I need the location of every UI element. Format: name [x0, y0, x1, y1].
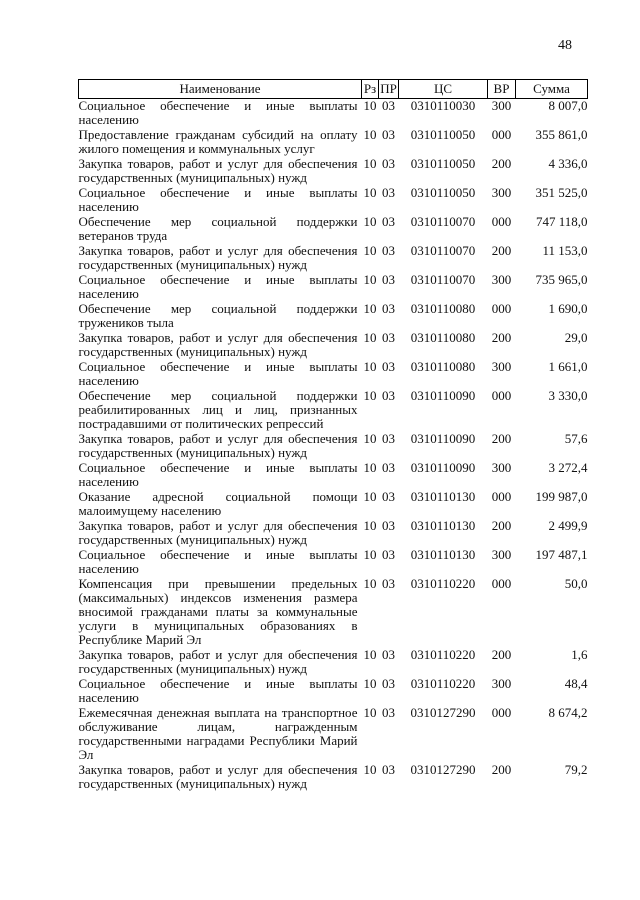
table-row	[79, 186, 588, 215]
cell-rz: 10	[363, 272, 377, 287]
header-sum: Сумма	[516, 80, 588, 99]
table-row	[79, 677, 588, 706]
cell-pr: 03	[382, 576, 395, 591]
cell-sum: 3 272,4	[548, 460, 588, 475]
cell-cs: 0310110070	[410, 243, 476, 258]
table-row	[79, 461, 588, 490]
cell-pr: 03	[382, 489, 395, 504]
header-rz: Рз	[362, 80, 379, 99]
cell-sum: 8 674,2	[548, 705, 588, 720]
cell-name: Социальное обеспечение и иные выплаты населению	[78, 547, 358, 576]
cell-sum: 1,6	[571, 647, 588, 662]
cell-rz: 10	[363, 576, 377, 591]
cell-name: Закупка товаров, работ и услуг для обеспечения государственных (муниципальных) нужд	[78, 431, 358, 460]
cell-name: Социальное обеспечение и иные выплаты населению	[78, 359, 358, 388]
cell-sum: 1 661,0	[548, 359, 588, 374]
cell-pr: 03	[382, 359, 395, 374]
cell-name: Закупка товаров, работ и услуг для обеспечения государственных (муниципальных) нужд	[78, 518, 358, 547]
header-name: Наименование	[79, 80, 362, 99]
budget-table	[78, 79, 588, 792]
table-row	[79, 128, 588, 157]
cell-pr: 03	[382, 272, 395, 287]
cell-rz: 10	[363, 547, 377, 562]
cell-vr: 000	[491, 576, 512, 591]
cell-vr: 300	[491, 359, 512, 374]
cell-sum: 48,4	[564, 676, 588, 691]
cell-vr: 000	[491, 489, 512, 504]
cell-pr: 03	[382, 705, 395, 720]
table-row	[79, 215, 588, 244]
cell-pr: 03	[382, 127, 395, 142]
table-row	[79, 763, 588, 792]
cell-pr: 03	[382, 243, 395, 258]
cell-pr: 03	[382, 98, 395, 113]
cell-vr: 200	[491, 243, 512, 258]
cell-name: Закупка товаров, работ и услуг для обеспечения государственных (муниципальных) нужд	[78, 156, 358, 185]
cell-pr: 03	[382, 185, 395, 200]
cell-cs: 0310110080	[410, 301, 476, 316]
cell-sum: 50,0	[564, 576, 588, 591]
cell-pr: 03	[382, 647, 395, 662]
cell-rz: 10	[363, 98, 377, 113]
table-row	[79, 548, 588, 577]
table-row	[79, 360, 588, 389]
cell-cs: 0310110080	[410, 330, 476, 345]
cell-pr: 03	[382, 214, 395, 229]
cell-vr: 200	[491, 762, 512, 777]
header-cs: ЦС	[399, 80, 488, 99]
cell-cs: 0310110070	[410, 272, 476, 287]
cell-name: Ежемесячная денежная выплата на транспортное обслуживание лицам, награжденным государственными наградами Республики Марий Эл	[78, 705, 358, 762]
cell-vr: 200	[491, 431, 512, 446]
cell-vr: 300	[491, 676, 512, 691]
cell-rz: 10	[363, 301, 377, 316]
cell-rz: 10	[363, 676, 377, 691]
cell-pr: 03	[382, 330, 395, 345]
cell-pr: 03	[382, 762, 395, 777]
cell-pr: 03	[382, 301, 395, 316]
cell-sum: 747 118,0	[535, 214, 588, 229]
cell-name: Обеспечение мер социальной поддержки реабилитированных лиц и лиц, признанных пострадавшими от политических репрессий	[78, 388, 358, 431]
cell-rz: 10	[363, 431, 377, 446]
cell-pr: 03	[382, 156, 395, 171]
cell-sum: 4 336,0	[548, 156, 588, 171]
table-row	[79, 648, 588, 677]
cell-sum: 199 987,0	[535, 489, 588, 504]
cell-name: Компенсация при превышении предельных (максимальных) индексов изменения размера вносимой гражданами платы за коммунальные услуги в муниципальных образованиях в Республике Марий Эл	[78, 576, 358, 647]
cell-vr: 000	[491, 214, 512, 229]
cell-cs: 0310110090	[410, 460, 476, 475]
cell-name: Предоставление гражданам субсидий на оплату жилого помещения и коммунальных услуг	[78, 127, 358, 156]
cell-pr: 03	[382, 547, 395, 562]
table-row	[79, 490, 588, 519]
cell-rz: 10	[363, 705, 377, 720]
cell-vr: 300	[491, 272, 512, 287]
cell-rz: 10	[363, 243, 377, 258]
table-row	[79, 519, 588, 548]
cell-name: Закупка товаров, работ и услуг для обеспечения государственных (муниципальных) нужд	[78, 762, 358, 791]
cell-cs: 0310110090	[410, 388, 476, 403]
cell-rz: 10	[363, 460, 377, 475]
table-row	[79, 302, 588, 331]
cell-vr: 000	[491, 127, 512, 142]
cell-vr: 300	[491, 185, 512, 200]
cell-name: Обеспечение мер социальной поддержки ветеранов труда	[78, 214, 358, 243]
table-row	[79, 389, 588, 432]
cell-sum: 3 330,0	[548, 388, 588, 403]
cell-vr: 300	[491, 547, 512, 562]
cell-cs: 0310110080	[410, 359, 476, 374]
cell-sum: 735 965,0	[535, 272, 588, 287]
cell-name: Социальное обеспечение и иные выплаты населению	[78, 676, 358, 705]
cell-name: Закупка товаров, работ и услуг для обеспечения государственных (муниципальных) нужд	[78, 330, 358, 359]
cell-sum: 8 007,0	[548, 98, 588, 113]
cell-sum: 351 525,0	[535, 185, 588, 200]
cell-name: Закупка товаров, работ и услуг для обеспечения государственных (муниципальных) нужд	[78, 647, 358, 676]
table-row	[79, 331, 588, 360]
cell-rz: 10	[363, 388, 377, 403]
cell-sum: 11 153,0	[542, 243, 588, 258]
header-pr: ПР	[379, 80, 399, 99]
page-number: 48	[558, 38, 572, 53]
cell-sum: 197 487,1	[535, 547, 588, 562]
cell-name: Социальное обеспечение и иные выплаты населению	[78, 185, 358, 214]
cell-name: Оказание адресной социальной помощи малоимущему населению	[78, 489, 358, 518]
cell-sum: 29,0	[564, 330, 588, 345]
cell-name: Социальное обеспечение и иные выплаты населению	[78, 460, 358, 489]
cell-sum: 2 499,9	[548, 518, 588, 533]
cell-cs: 0310110070	[410, 214, 476, 229]
cell-sum: 79,2	[564, 762, 588, 777]
cell-cs: 0310110130	[410, 489, 476, 504]
cell-rz: 10	[363, 359, 377, 374]
cell-cs: 0310127290	[410, 762, 476, 777]
cell-vr: 300	[491, 98, 512, 113]
table-row	[79, 432, 588, 461]
cell-sum: 1 690,0	[548, 301, 588, 316]
cell-name: Обеспечение мер социальной поддержки тружеников тыла	[78, 301, 358, 330]
cell-cs: 0310110220	[410, 576, 476, 591]
cell-vr: 000	[491, 388, 512, 403]
cell-pr: 03	[382, 460, 395, 475]
cell-pr: 03	[382, 388, 395, 403]
cell-pr: 03	[382, 676, 395, 691]
cell-cs: 0310110050	[410, 156, 476, 171]
cell-cs: 0310110220	[410, 676, 476, 691]
cell-vr: 300	[491, 460, 512, 475]
table-row	[79, 706, 588, 763]
table-row	[79, 273, 588, 302]
cell-pr: 03	[382, 518, 395, 533]
cell-rz: 10	[363, 489, 377, 504]
cell-cs: 0310110130	[410, 518, 476, 533]
cell-rz: 10	[363, 330, 377, 345]
cell-vr: 000	[491, 301, 512, 316]
cell-vr: 200	[491, 647, 512, 662]
cell-vr: 000	[491, 705, 512, 720]
header-vr: ВР	[488, 80, 516, 99]
cell-sum: 57,6	[564, 431, 588, 446]
table-row	[79, 577, 588, 648]
cell-name: Закупка товаров, работ и услуг для обеспечения государственных (муниципальных) нужд	[78, 243, 358, 272]
cell-vr: 200	[491, 518, 512, 533]
cell-rz: 10	[363, 156, 377, 171]
cell-name: Социальное обеспечение и иные выплаты населению	[78, 98, 358, 127]
cell-vr: 200	[491, 330, 512, 345]
cell-vr: 200	[491, 156, 512, 171]
cell-cs: 0310110090	[410, 431, 476, 446]
cell-cs: 0310110050	[410, 185, 476, 200]
cell-cs: 0310127290	[410, 705, 476, 720]
table-row	[79, 244, 588, 273]
cell-cs: 0310110130	[410, 547, 476, 562]
cell-name: Социальное обеспечение и иные выплаты населению	[78, 272, 358, 301]
table-row	[79, 99, 588, 129]
cell-rz: 10	[363, 762, 377, 777]
cell-rz: 10	[363, 185, 377, 200]
cell-rz: 10	[363, 518, 377, 533]
cell-cs: 0310110030	[410, 98, 476, 113]
cell-pr: 03	[382, 431, 395, 446]
cell-cs: 0310110050	[410, 127, 476, 142]
cell-rz: 10	[363, 214, 377, 229]
cell-sum: 355 861,0	[535, 127, 588, 142]
table-row	[79, 157, 588, 186]
cell-cs: 0310110220	[410, 647, 476, 662]
cell-rz: 10	[363, 127, 377, 142]
table-body	[79, 99, 588, 793]
table-header-row	[79, 80, 588, 99]
cell-rz: 10	[363, 647, 377, 662]
